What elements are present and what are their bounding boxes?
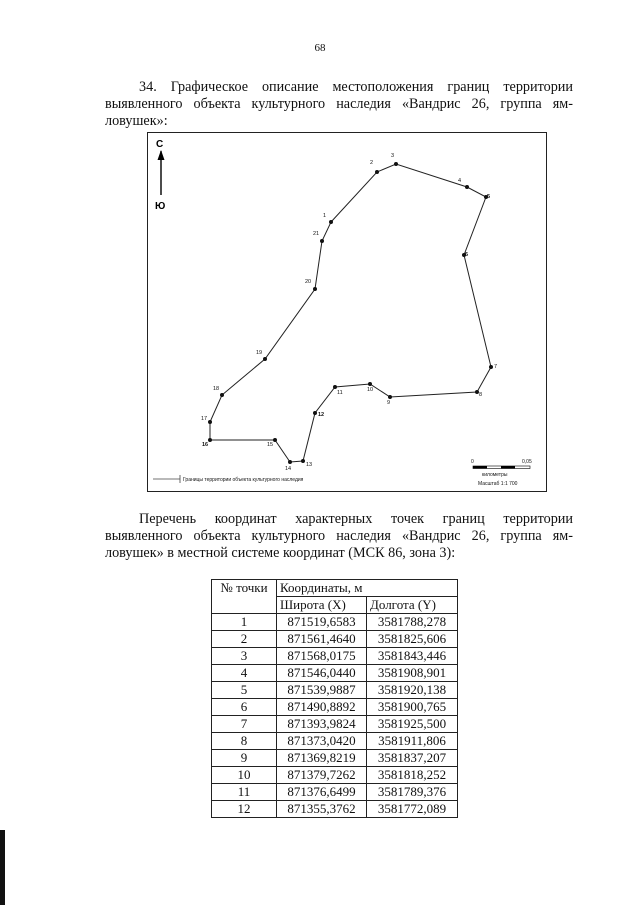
legend-text: Границы территории объекта культурного наследия bbox=[183, 477, 304, 483]
scale-text: Масштаб 1:1 700 bbox=[478, 481, 518, 487]
point-number-cell: 10 bbox=[212, 767, 277, 784]
map-legend bbox=[153, 475, 304, 483]
table-row bbox=[212, 716, 458, 733]
longitude-cell: 3581908,901 bbox=[367, 665, 458, 682]
boundary-point-marker bbox=[220, 393, 224, 397]
latitude-cell: 871561,4640 bbox=[277, 631, 367, 648]
column-header-coordinates: Координаты, м bbox=[277, 580, 458, 597]
section-number: 34. bbox=[139, 79, 157, 95]
boundary-point-label: 9 bbox=[387, 400, 391, 406]
page-number: 68 bbox=[314, 42, 326, 54]
boundary-point-label: 19 bbox=[256, 350, 263, 356]
boundary-point-marker bbox=[263, 357, 267, 361]
boundary-point-marker bbox=[320, 239, 324, 243]
boundary-point-label: 1 bbox=[323, 213, 327, 219]
boundary-point-marker bbox=[208, 438, 212, 442]
boundary-point-label: 11 bbox=[337, 390, 343, 396]
boundary-polygon bbox=[210, 164, 491, 462]
table-row bbox=[212, 733, 458, 750]
point-number-cell: 1 bbox=[212, 614, 277, 631]
section-text: Графическое описание местоположения границ территории выявленного объекта культурного наследия «Вандрис 26, группа ям-ловушек»: bbox=[105, 79, 573, 129]
south-label: Ю bbox=[155, 201, 166, 212]
list-intro-text: Перечень координат характерных точек границ территории выявленного объекта культурного наследия «Вандрис 26, группа ям-ловушек» в местной системе координат (МСК 86, зона 3): bbox=[105, 511, 573, 561]
table-row bbox=[212, 682, 458, 699]
boundary-point-label: 18 bbox=[213, 386, 220, 392]
latitude-cell: 871355,3762 bbox=[277, 801, 367, 818]
boundary-point-label: 20 bbox=[305, 279, 312, 285]
boundary-point-marker bbox=[489, 365, 493, 369]
latitude-cell: 871376,6499 bbox=[277, 784, 367, 801]
boundary-point-label: 14 bbox=[285, 466, 292, 472]
boundary-point-marker bbox=[388, 395, 392, 399]
boundary-point-label: 17 bbox=[201, 416, 208, 422]
point-number-cell: 3 bbox=[212, 648, 277, 665]
longitude-cell: 3581818,252 bbox=[367, 767, 458, 784]
latitude-cell: 871546,0440 bbox=[277, 665, 367, 682]
boundary-point-label: 15 bbox=[267, 442, 274, 448]
coordinate-list-intro bbox=[105, 511, 573, 562]
latitude-cell: 871379,7262 bbox=[277, 767, 367, 784]
boundary-point-label: 21 bbox=[313, 231, 320, 237]
latitude-cell: 871568,0175 bbox=[277, 648, 367, 665]
latitude-cell: 871369,8219 bbox=[277, 750, 367, 767]
coordinates-table-body bbox=[212, 614, 458, 818]
coordinates-table bbox=[211, 579, 458, 818]
boundary-point-label: 7 bbox=[494, 364, 498, 370]
boundary-point-marker bbox=[208, 420, 212, 424]
point-number-cell: 4 bbox=[212, 665, 277, 682]
boundary-point-label: 8 bbox=[479, 392, 483, 398]
point-number-cell: 8 bbox=[212, 733, 277, 750]
scale-zero: 0 bbox=[471, 459, 474, 465]
boundary-point-label: 6 bbox=[465, 252, 469, 258]
boundary-point-label: 4 bbox=[458, 178, 462, 184]
table-row bbox=[212, 648, 458, 665]
longitude-cell: 3581788,278 bbox=[367, 614, 458, 631]
boundary-point-marker bbox=[313, 287, 317, 291]
longitude-cell: 3581911,806 bbox=[367, 733, 458, 750]
boundary-point-marker bbox=[301, 459, 305, 463]
longitude-cell: 3581843,446 bbox=[367, 648, 458, 665]
point-number-cell: 5 bbox=[212, 682, 277, 699]
boundary-point-marker bbox=[368, 382, 372, 386]
table-row bbox=[212, 665, 458, 682]
table-row bbox=[212, 631, 458, 648]
boundary-point-marker bbox=[273, 438, 277, 442]
north-label: С bbox=[156, 139, 164, 150]
boundary-point-label: 10 bbox=[367, 387, 374, 393]
column-header-point: № точки bbox=[212, 580, 277, 614]
longitude-cell: 3581825,606 bbox=[367, 631, 458, 648]
latitude-cell: 871393,9824 bbox=[277, 716, 367, 733]
boundary-point-label: 12 bbox=[318, 412, 325, 418]
boundary-point-label: 13 bbox=[306, 462, 313, 468]
boundary-point-marker bbox=[394, 162, 398, 166]
boundary-point-marker bbox=[313, 411, 317, 415]
scale-bar bbox=[471, 459, 532, 487]
table-row bbox=[212, 801, 458, 818]
longitude-cell: 3581772,089 bbox=[367, 801, 458, 818]
boundary-map bbox=[147, 132, 547, 492]
table-row bbox=[212, 614, 458, 631]
column-header-latitude: Широта (X) bbox=[277, 597, 367, 614]
boundary-point-marker bbox=[288, 460, 292, 464]
boundary-point-label: 16 bbox=[202, 442, 209, 448]
scale-end: 0,05 bbox=[522, 459, 532, 465]
section-heading-paragraph bbox=[105, 79, 573, 130]
point-number-cell: 11 bbox=[212, 784, 277, 801]
scale-unit: километры bbox=[482, 472, 508, 478]
longitude-cell: 3581925,500 bbox=[367, 716, 458, 733]
table-row bbox=[212, 750, 458, 767]
point-number-cell: 2 bbox=[212, 631, 277, 648]
point-number-cell: 7 bbox=[212, 716, 277, 733]
latitude-cell: 871373,0420 bbox=[277, 733, 367, 750]
boundary-map-canvas bbox=[148, 133, 546, 491]
longitude-cell: 3581789,376 bbox=[367, 784, 458, 801]
boundary-point-marker bbox=[329, 220, 333, 224]
longitude-cell: 3581920,138 bbox=[367, 682, 458, 699]
boundary-point-label: 2 bbox=[370, 160, 374, 166]
point-number-cell: 9 bbox=[212, 750, 277, 767]
scan-edge-shadow bbox=[0, 830, 5, 905]
longitude-cell: 3581900,765 bbox=[367, 699, 458, 716]
boundary-points bbox=[201, 153, 497, 472]
longitude-cell: 3581837,207 bbox=[367, 750, 458, 767]
boundary-point-label: 5 bbox=[487, 194, 491, 200]
boundary-point-label: 3 bbox=[391, 153, 395, 159]
table-row bbox=[212, 767, 458, 784]
latitude-cell: 871490,8892 bbox=[277, 699, 367, 716]
point-number-cell: 6 bbox=[212, 699, 277, 716]
latitude-cell: 871519,6583 bbox=[277, 614, 367, 631]
latitude-cell: 871539,9887 bbox=[277, 682, 367, 699]
column-header-longitude: Долгота (Y) bbox=[367, 597, 458, 614]
table-row bbox=[212, 699, 458, 716]
boundary-point-marker bbox=[465, 185, 469, 189]
boundary-point-marker bbox=[333, 385, 337, 389]
point-number-cell: 12 bbox=[212, 801, 277, 818]
north-arrow bbox=[155, 139, 165, 212]
boundary-point-marker bbox=[375, 170, 379, 174]
table-row bbox=[212, 784, 458, 801]
